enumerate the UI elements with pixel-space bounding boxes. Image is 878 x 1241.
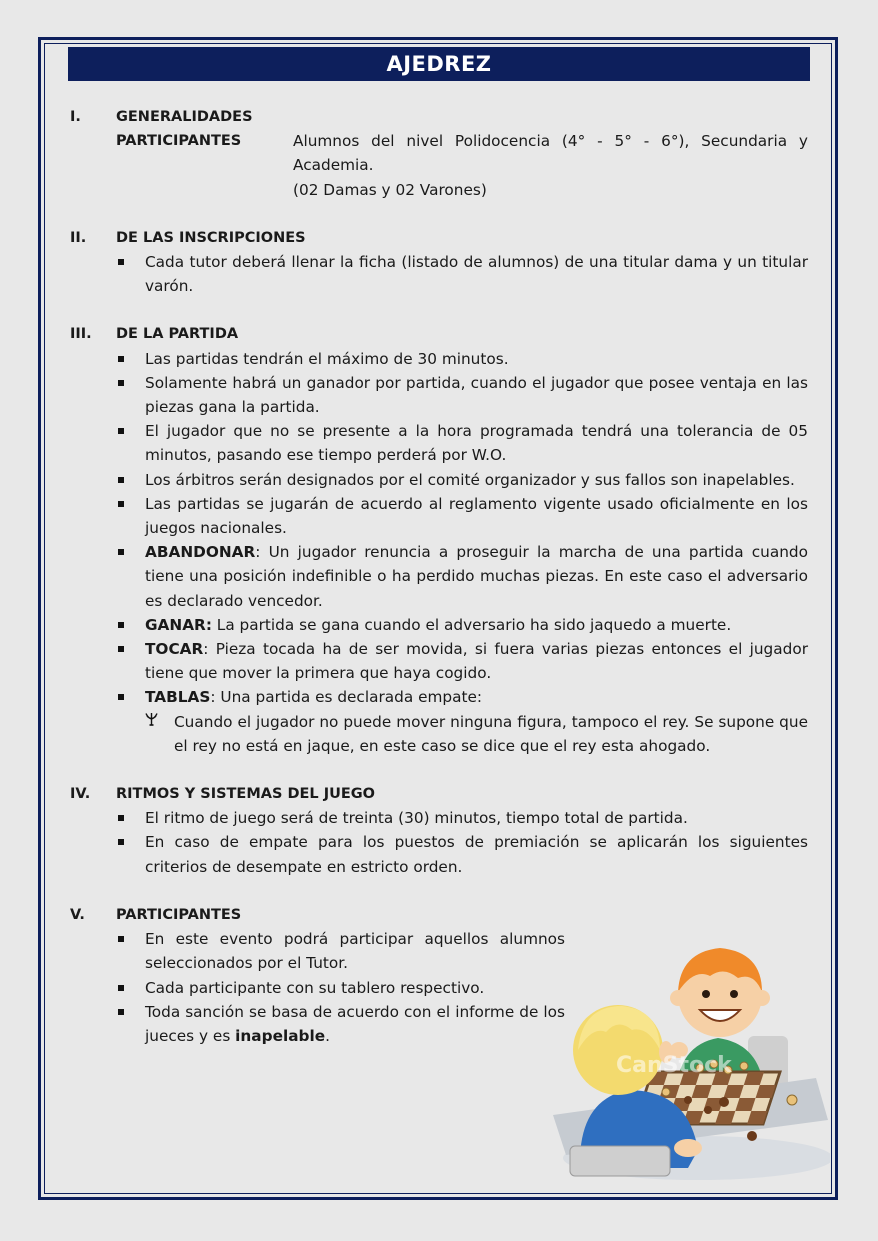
list-item: Las partidas tendrán el máximo de 30 minutos.	[145, 347, 808, 371]
list-item: El jugador que no se presente a la hora programada tendrá una tolerancia de 05 minutos, pasando ese tiempo perderá por W.O.	[145, 419, 808, 467]
emphasis-inapelable: inapelable	[235, 1026, 326, 1045]
bullet-list	[70, 347, 808, 758]
section-heading: DE LA PARTIDA	[116, 326, 239, 343]
section-number: IV.	[70, 786, 91, 803]
list-item	[145, 540, 808, 613]
section-ritmos	[70, 782, 808, 879]
section-generalidades	[70, 105, 808, 202]
term-ganar: GANAR:	[145, 615, 212, 634]
term-abandonar: ABANDONAR	[145, 543, 256, 562]
section-number: V.	[70, 906, 85, 923]
list-item: En caso de empate para los puestos de premiación se aplicarán los siguientes criterios de desempate en estricto orden.	[145, 830, 808, 878]
list-item	[145, 613, 808, 637]
term-tablas: TABLAS	[145, 688, 211, 707]
participantes-text: Alumnos del nivel Polidocencia (4° - 5° - 6°), Secundaria y Academia.	[293, 132, 808, 175]
participantes-label: PARTICIPANTES	[116, 133, 242, 150]
definition-tocar: : Pieza tocada ha de ser movida, si fuera varias piezas entonces el jugador tiene que mover la primera que haya cogido.	[145, 640, 808, 683]
list-item	[145, 637, 808, 685]
definition-tablas: : Una partida es declarada empate:	[210, 688, 483, 707]
section-partida	[70, 322, 808, 758]
definition-ganar: La partida se gana cuando el adversario ha sido jaquedo a muerte.	[211, 615, 732, 634]
list-item	[145, 685, 808, 758]
list-item: Los árbitros serán designados por el comité organizador y sus fallos son inapelables.	[145, 468, 808, 492]
sub-list-item	[174, 710, 808, 758]
document-body	[70, 105, 808, 1072]
bullet-list	[70, 806, 808, 879]
section-heading: DE LAS INSCRIPCIONES	[116, 229, 306, 246]
section-number: I.	[70, 109, 81, 125]
list-item: El ritmo de juego será de treinta (30) minutos, tiempo total de partida.	[145, 806, 808, 830]
section-inscripciones	[70, 226, 808, 299]
term-tocar: TOCAR	[145, 640, 204, 659]
participantes-quota: (02 Damas y 02 Varones)	[293, 180, 487, 199]
bullet-list	[70, 250, 808, 298]
fleuron-bullet-icon	[145, 710, 158, 734]
section-heading: GENERALIDADES	[116, 109, 253, 125]
sub-list	[145, 710, 808, 758]
section-heading: PARTICIPANTES	[116, 906, 242, 923]
section-number: III.	[70, 326, 92, 343]
list-item: Las partidas se jugarán de acuerdo al reglamento vigente usado oficialmente en los juegos nacionales.	[145, 492, 808, 540]
definition-abandonar: : Un jugador renuncia a proseguir la marcha de una partida cuando tiene una posición indefinible o ha perdido muchas piezas. En este caso el adversario es declarado vencedor.	[145, 543, 808, 610]
list-item: Cada participante con su tablero respectivo.	[145, 976, 565, 1000]
section-number: II.	[70, 229, 87, 246]
section-heading: RITMOS Y SISTEMAS DEL JUEGO	[116, 786, 375, 803]
watermark-text: CanStock	[616, 1053, 732, 1078]
chess-kids-illustration	[548, 940, 830, 1182]
list-item: Cada tutor deberá llenar la ficha (listado de alumnos) de una titular dama y un titular varón.	[145, 250, 808, 298]
tablas-condition: Cuando el jugador no puede mover ninguna figura, tampoco el rey. Se supone que el rey no está en jaque, en este caso se dice que el rey esta ahogado.	[174, 712, 808, 755]
list-item: En este evento podrá participar aquellos alumnos seleccionados por el Tutor.	[145, 927, 565, 975]
document-title: AJEDREZ	[68, 47, 810, 81]
list-item: Solamente habrá un ganador por partida, cuando el jugador que posee ventaja en las piezas gana la partida.	[145, 371, 808, 419]
list-item: Toda sanción se basa de acuerdo con el informe de los jueces y es inapelable.	[145, 1000, 565, 1048]
bullet-list	[70, 927, 565, 1048]
